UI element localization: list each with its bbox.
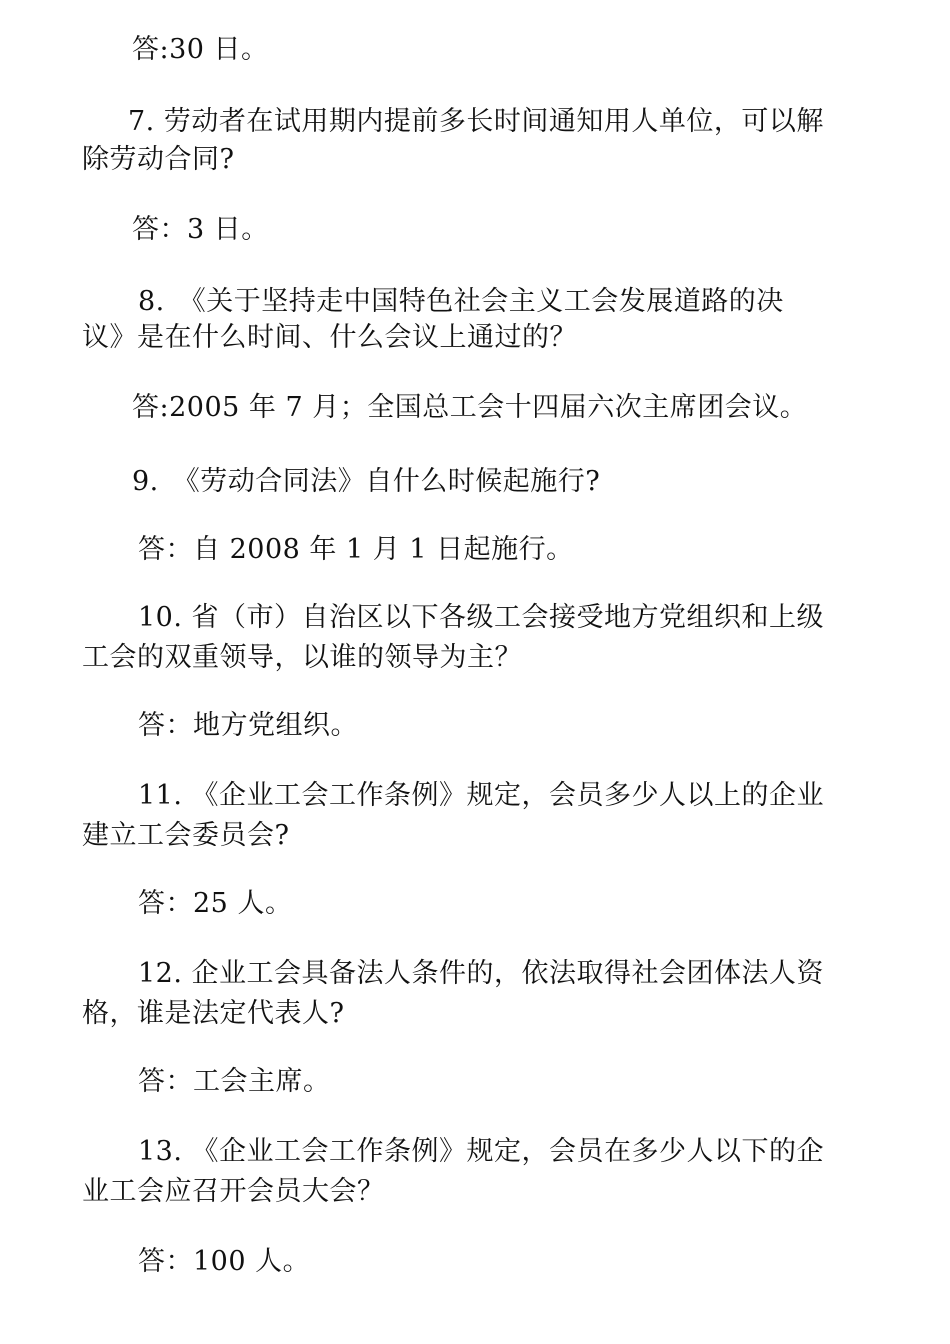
question-7-line-2: 除劳动合同?	[82, 144, 235, 175]
answer-6: 答:30 日。	[132, 34, 269, 65]
question-12-line-2: 格，谁是法定代表人?	[82, 998, 345, 1029]
answer-13: 答：100 人。	[138, 1246, 311, 1277]
question-9-line-1: 9. 《劳动合同法》自什么时候起施行?	[132, 466, 601, 497]
question-11-line-2: 建立工会委员会?	[82, 820, 290, 851]
question-7-line-1: 7. 劳动者在试用期内提前多长时间通知用人单位，可以解	[128, 106, 824, 137]
question-12-line-1: 12. 企业工会具备法人条件的，依法取得社会团体法人资	[138, 958, 825, 989]
answer-11: 答：25 人。	[138, 888, 293, 919]
question-11-line-1: 11. 《企业工会工作条例》规定，会员多少人以上的企业	[138, 780, 825, 811]
question-8-line-1: 8. 《关于坚持走中国特色社会主义工会发展道路的决	[138, 286, 784, 317]
question-13-line-2: 业工会应召开会员大会？	[82, 1176, 385, 1207]
answer-8: 答:2005 年 7 月；全国总工会十四届六次主席团会议。	[132, 392, 808, 423]
question-10-line-2: 工会的双重领导，以谁的领导为主？	[82, 642, 522, 673]
answer-12: 答：工会主席。	[138, 1066, 331, 1097]
answer-9: 答：自 2008 年 1 月 1 日起施行。	[138, 534, 574, 565]
question-10-line-1: 10. 省（市）自治区以下各级工会接受地方党组织和上级	[138, 602, 825, 633]
question-13-line-1: 13. 《企业工会工作条例》规定，会员在多少人以下的企	[138, 1136, 825, 1167]
answer-10: 答：地方党组织。	[138, 710, 358, 741]
answer-7: 答：3 日。	[132, 214, 269, 245]
question-8-line-2: 议》是在什么时间、什么会议上通过的？	[82, 322, 577, 353]
